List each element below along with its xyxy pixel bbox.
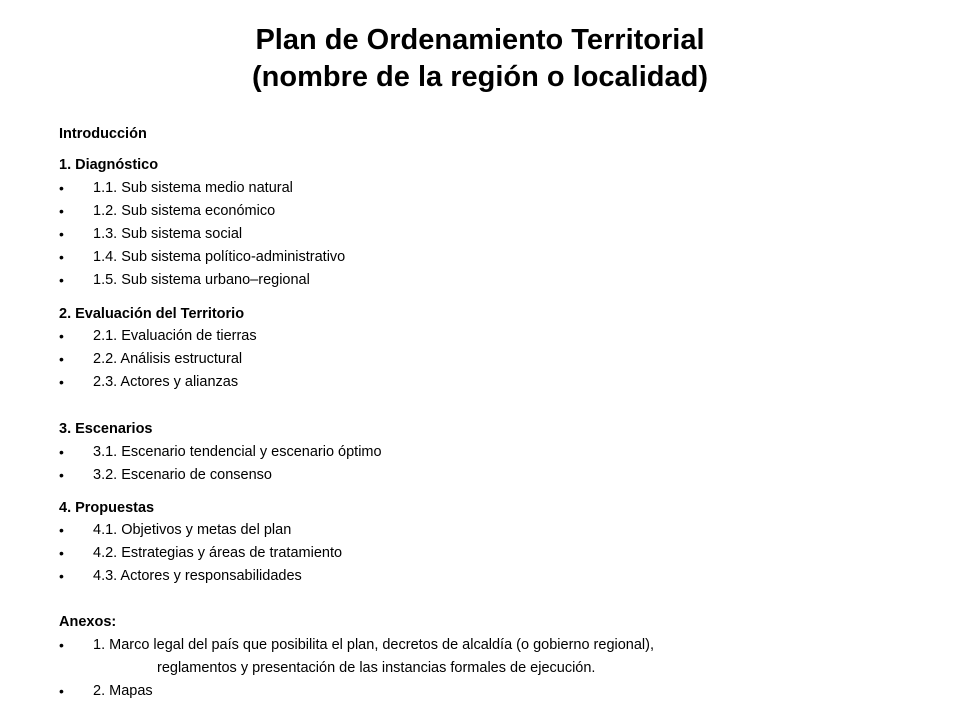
title-line-2: (nombre de la región o localidad) <box>252 61 708 93</box>
list-item-text: 2. Mapas <box>93 683 153 699</box>
document-title <box>0 22 960 96</box>
bullet: • <box>59 522 64 538</box>
list-item-text: 1.5. Sub sistema urbano–regional <box>93 272 310 288</box>
list-item-text: 1.4. Sub sistema político-administrativo <box>93 249 346 265</box>
list-item-text: 4.3. Actores y responsabilidades <box>93 568 302 584</box>
bullet: • <box>59 374 64 390</box>
list-item-text: 4.2. Estrategias y áreas de tratamiento <box>93 545 343 561</box>
bullet: • <box>59 467 64 483</box>
section-heading-escenarios: 3. Escenarios <box>59 421 153 437</box>
list-item-text: 3.1. Escenario tendencial y escenario óptimo <box>93 444 382 460</box>
title-line-1: Plan de Ordenamiento Territorial <box>255 24 705 56</box>
bullet: • <box>59 203 64 219</box>
section-heading-diagnostico: 1. Diagnóstico <box>59 157 159 173</box>
list-item-text: 2.1. Evaluación de tierras <box>93 328 257 344</box>
bullet: • <box>59 249 64 265</box>
list-item-text: 1.3. Sub sistema social <box>93 226 243 242</box>
list-item-continuation: reglamentos y presentación de las instancias formales de ejecución. <box>157 660 596 676</box>
section-heading-propuestas: 4. Propuestas <box>59 500 155 516</box>
bullet: • <box>59 683 64 699</box>
introduction-heading: Introducción <box>59 126 147 142</box>
bullet: • <box>59 568 64 584</box>
bullet: • <box>59 328 64 344</box>
bullet: • <box>59 180 64 196</box>
section-heading-evaluacion: 2. Evaluación del Territorio <box>59 306 245 322</box>
list-item-text: 1.1. Sub sistema medio natural <box>93 180 293 196</box>
bullet: • <box>59 226 64 242</box>
bullet: • <box>59 351 64 367</box>
bullet: • <box>59 637 64 653</box>
list-item-text: 1. Marco legal del país que posibilita el plan, decretos de alcaldía (o gobierno regional), <box>93 637 655 653</box>
list-item-text: 2.2. Análisis estructural <box>93 351 243 367</box>
bullet: • <box>59 272 64 288</box>
list-item-text: 1.2. Sub sistema económico <box>93 203 276 219</box>
annexes-heading: Anexos: <box>59 614 117 630</box>
list-item-text: 4.1. Objetivos y metas del plan <box>93 522 292 538</box>
list-item-text: 2.3. Actores y alianzas <box>93 374 239 390</box>
list-item-text: 3.2. Escenario de consenso <box>93 467 272 483</box>
bullet: • <box>59 444 64 460</box>
bullet: • <box>59 545 64 561</box>
